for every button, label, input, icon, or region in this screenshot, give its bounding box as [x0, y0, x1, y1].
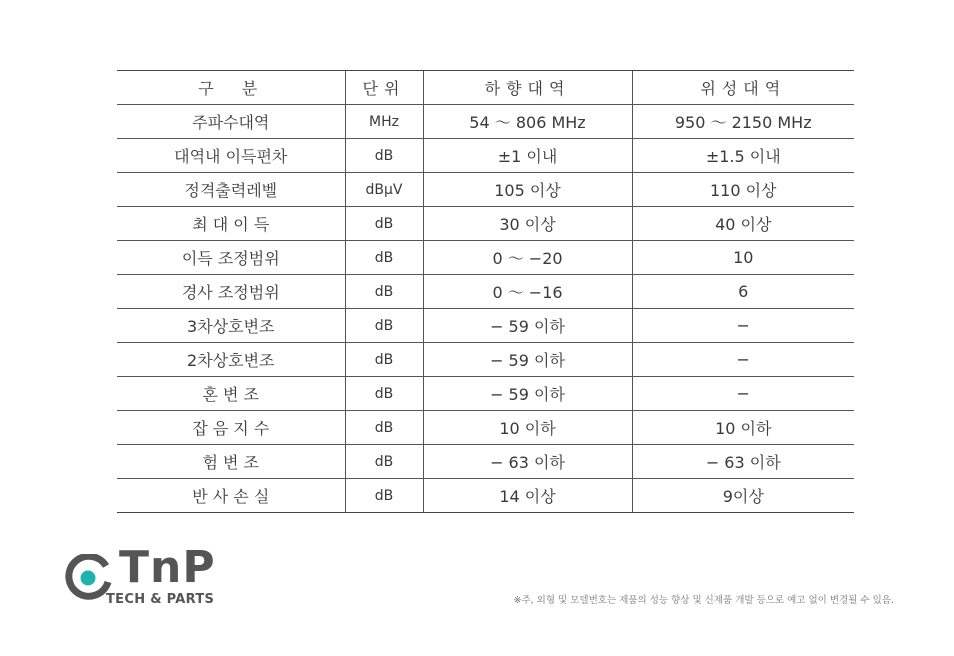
row-downlink-value: − 59 이하 — [423, 377, 632, 411]
row-unit: dB — [345, 241, 423, 275]
header-category: 구 분 — [117, 71, 345, 105]
spec-table-body — [117, 105, 854, 513]
row-unit: dB — [345, 207, 423, 241]
table-row — [117, 275, 854, 309]
table-row — [117, 479, 854, 513]
table-row — [117, 241, 854, 275]
logo-dot — [81, 571, 96, 586]
row-category: 반 사 손 실 — [117, 479, 345, 513]
table-row — [117, 309, 854, 343]
header-row — [117, 71, 854, 105]
row-satellite-value: − 63 이하 — [632, 445, 854, 479]
row-category: 2차상호변조 — [117, 343, 345, 377]
logo-subtitle: TECH & PARTS — [106, 592, 215, 607]
table-row — [117, 173, 854, 207]
row-downlink-value: 105 이상 — [423, 173, 632, 207]
row-downlink-value: − 59 이하 — [423, 309, 632, 343]
table-row — [117, 139, 854, 173]
row-satellite-value: − — [632, 377, 854, 411]
row-satellite-value: − — [632, 309, 854, 343]
row-satellite-value: 9이상 — [632, 479, 854, 513]
table-row — [117, 105, 854, 139]
row-downlink-value: 54 ～ 806 MHz — [423, 105, 632, 139]
table-row — [117, 343, 854, 377]
row-unit: dB — [345, 377, 423, 411]
logo-ring-icon — [64, 554, 112, 602]
header-unit: 단위 — [345, 71, 423, 105]
row-unit: dB — [345, 411, 423, 445]
spec-table — [117, 70, 854, 513]
row-downlink-value: ±1 이내 — [423, 139, 632, 173]
header-satellite-band: 위성대역 — [632, 71, 854, 105]
row-downlink-value: 10 이하 — [423, 411, 632, 445]
row-unit: dB — [345, 445, 423, 479]
row-downlink-value: − 59 이하 — [423, 343, 632, 377]
table-row — [117, 445, 854, 479]
row-category: 이득 조정범위 — [117, 241, 345, 275]
row-satellite-value: 10 — [632, 241, 854, 275]
table-row — [117, 377, 854, 411]
row-satellite-value: − — [632, 343, 854, 377]
row-satellite-value: 6 — [632, 275, 854, 309]
row-satellite-value: 10 이하 — [632, 411, 854, 445]
tnp-logo — [64, 542, 234, 608]
footnote: ※주, 외형 및 모델번호는 제품의 성능 향상 및 신제품 개발 등으로 예고 없이 변경될 수 있음. — [513, 595, 894, 606]
logo-wordmark: TnP — [119, 542, 216, 593]
row-satellite-value: 110 이상 — [632, 173, 854, 207]
table-row — [117, 207, 854, 241]
row-category: 혼 변 조 — [117, 377, 345, 411]
row-unit: dB — [345, 139, 423, 173]
row-satellite-value: 40 이상 — [632, 207, 854, 241]
row-satellite-value: ±1.5 이내 — [632, 139, 854, 173]
row-unit: dB — [345, 343, 423, 377]
header-downlink-band: 하향대역 — [423, 71, 632, 105]
row-unit: dB — [345, 309, 423, 343]
row-unit: dBμV — [345, 173, 423, 207]
row-unit: dB — [345, 275, 423, 309]
row-satellite-value: 950 ～ 2150 MHz — [632, 105, 854, 139]
row-unit: MHz — [345, 105, 423, 139]
row-category: 경사 조정범위 — [117, 275, 345, 309]
row-unit: dB — [345, 479, 423, 513]
row-category: 대역내 이득편차 — [117, 139, 345, 173]
row-category: 최 대 이 득 — [117, 207, 345, 241]
row-category: 주파수대역 — [117, 105, 345, 139]
row-downlink-value: 0 ～ −20 — [423, 241, 632, 275]
row-category: 잡 음 지 수 — [117, 411, 345, 445]
row-downlink-value: 14 이상 — [423, 479, 632, 513]
row-downlink-value: 0 ～ −16 — [423, 275, 632, 309]
row-downlink-value: 30 이상 — [423, 207, 632, 241]
row-category: 3차상호변조 — [117, 309, 345, 343]
row-category: 정격출력레벨 — [117, 173, 345, 207]
table-row — [117, 411, 854, 445]
row-downlink-value: − 63 이하 — [423, 445, 632, 479]
spec-table-header — [117, 71, 854, 105]
row-category: 험 변 조 — [117, 445, 345, 479]
